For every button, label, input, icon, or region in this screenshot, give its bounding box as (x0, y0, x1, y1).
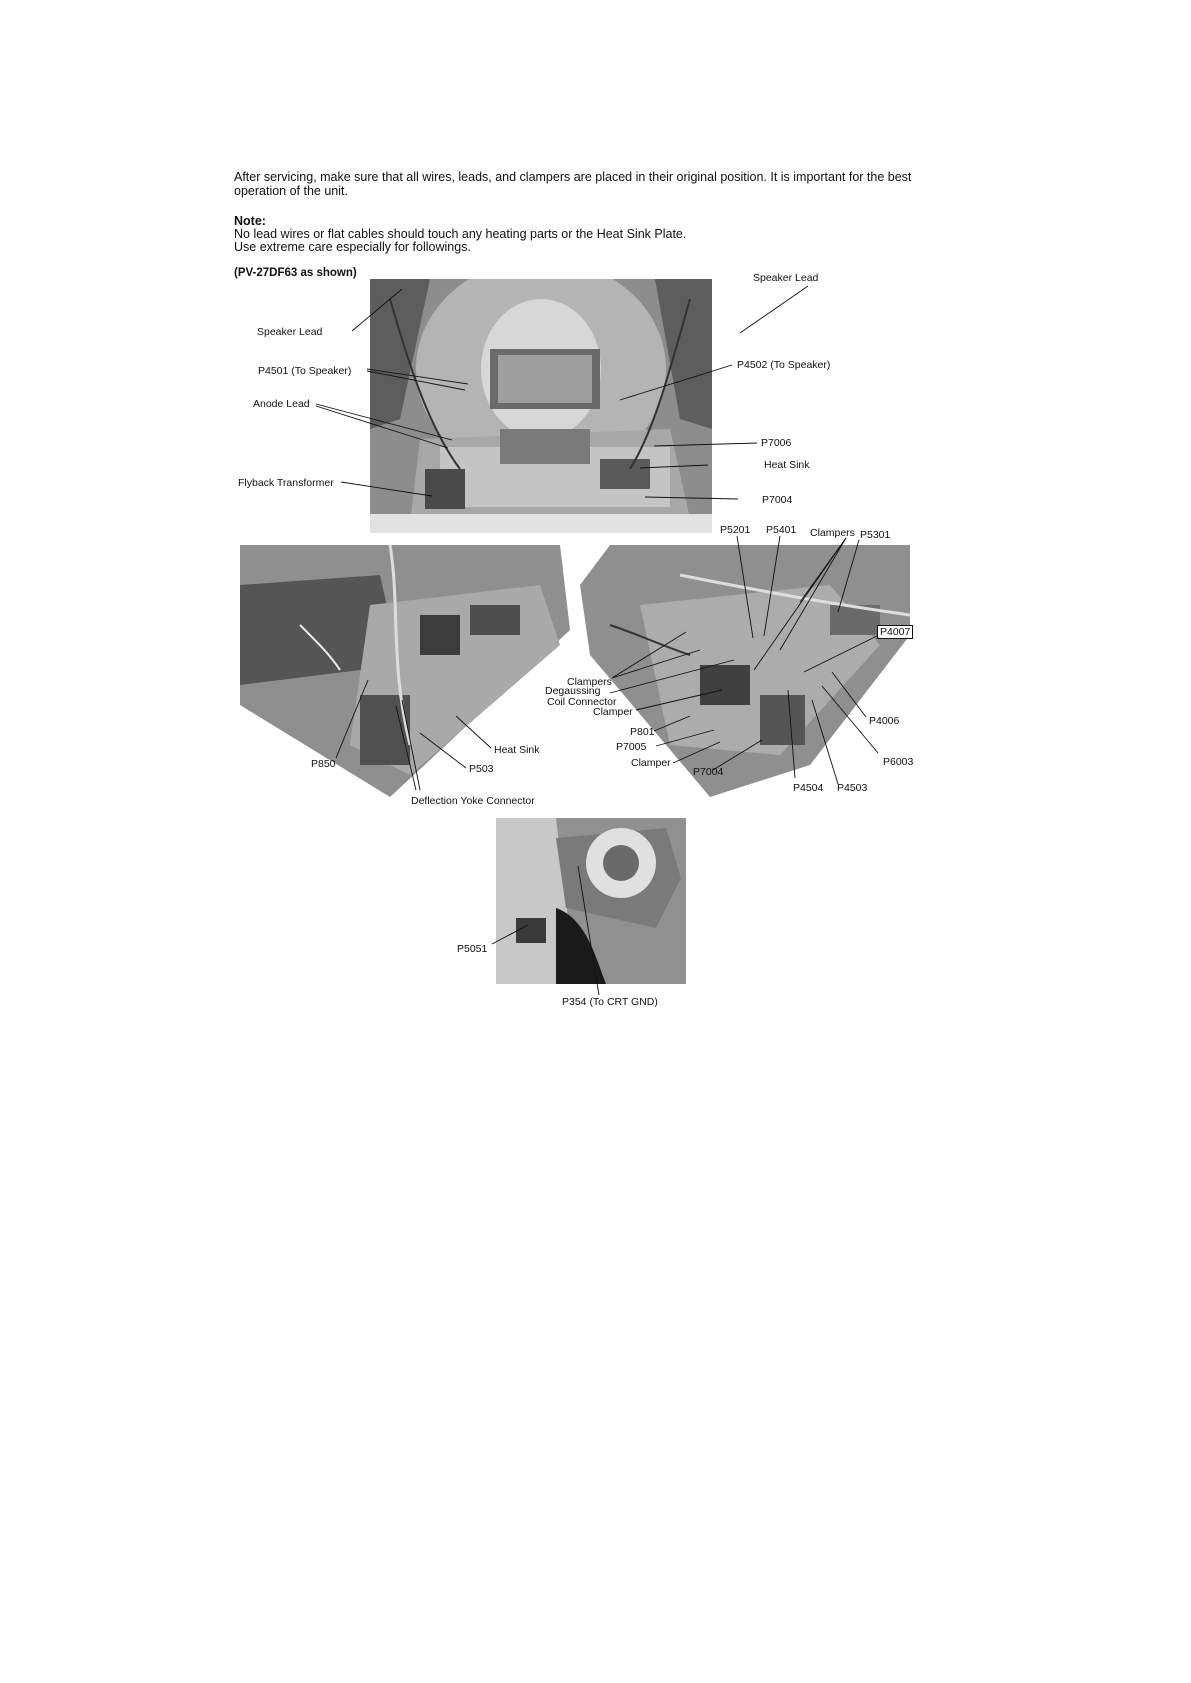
label-p4504: P4504 (793, 782, 824, 794)
label-p5401: P5401 (766, 524, 797, 536)
label-p5051: P5051 (457, 943, 488, 955)
label-p7006: P7006 (761, 437, 792, 449)
label-p5301: P5301 (860, 529, 891, 541)
label-anode-lead: Anode Lead (253, 398, 310, 410)
label-p4501: P4501 (To Speaker) (258, 365, 352, 377)
label-flyback-transformer: Flyback Transformer (238, 477, 334, 489)
label-clamper-1: Clamper (593, 706, 633, 718)
label-p4503: P4503 (837, 782, 868, 794)
label-p4007: P4007 (877, 625, 913, 639)
chassis-left-photo (240, 545, 570, 797)
label-p5201: P5201 (720, 524, 751, 536)
label-p7004-right: P7004 (693, 766, 724, 778)
model-caption: (PV-27DF63 as shown) (234, 267, 357, 279)
label-speaker-lead-left: Speaker Lead (257, 326, 323, 338)
crt-neck-photo (496, 818, 686, 984)
chassis-right-photo (580, 545, 910, 797)
label-deflection-yoke-connector: Deflection Yoke Connector (411, 795, 535, 807)
label-p801: P801 (630, 726, 655, 738)
label-p7005: P7005 (616, 741, 647, 753)
label-clampers-top: Clampers (810, 527, 855, 539)
label-p4006: P4006 (869, 715, 900, 727)
label-clampers-mid: Clampers (567, 676, 612, 688)
label-heat-sink-top: Heat Sink (764, 459, 810, 471)
chassis-top-photo (370, 279, 712, 533)
label-heat-sink-left: Heat Sink (494, 744, 540, 756)
label-coil-connector: Coil Connector (547, 696, 617, 708)
label-clamper-2: Clamper (631, 757, 671, 769)
label-p503: P503 (469, 763, 494, 775)
note-heading: Note: (234, 214, 266, 228)
note-line-1: No lead wires or flat cables should touch any heating parts or the Heat Sink Plate. (234, 227, 687, 241)
intro-line-1: After servicing, make sure that all wires, leads, and clampers are placed in their original position. It is important for the best (234, 170, 912, 184)
label-p354: P354 (To CRT GND) (562, 996, 658, 1008)
label-p6003: P6003 (883, 756, 914, 768)
label-p850: P850 (311, 758, 336, 770)
label-p4502: P4502 (To Speaker) (737, 359, 831, 371)
label-p7004-top: P7004 (762, 494, 793, 506)
intro-line-2: operation of the unit. (234, 184, 348, 198)
note-line-2: Use extreme care especially for followings. (234, 240, 471, 254)
label-degaussing: Degaussing (545, 685, 601, 697)
label-speaker-lead-right: Speaker Lead (753, 272, 819, 284)
